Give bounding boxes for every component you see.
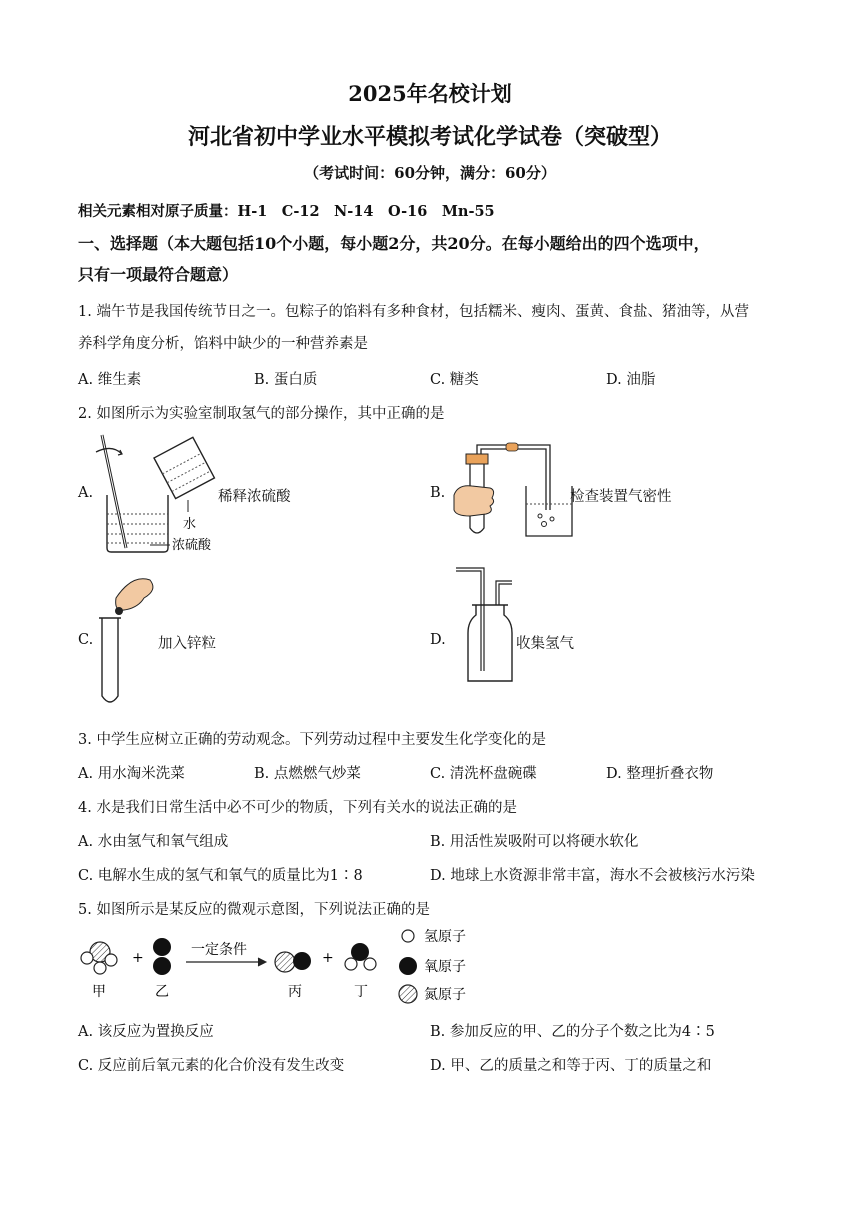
zinc-figure	[92, 568, 162, 710]
hydrogen-legend-icon	[402, 930, 414, 942]
plus-2: +	[322, 950, 334, 966]
exam-subtitle: 河北省初中学业水平模拟考试化学试卷（突破型）	[187, 124, 672, 150]
airtightness-figure	[448, 440, 578, 545]
nitrogen-legend-icon	[399, 985, 417, 1003]
q1-option-a[interactable]: A. 维生素	[78, 372, 142, 388]
q4-option-d[interactable]: D. 地球上水资源非常丰富，海水不会被核污水污染	[430, 868, 755, 884]
acid-label: 浓硫酸	[172, 538, 212, 553]
question-3-stem: 3. 中学生应树立正确的劳动观念。下列劳动过程中主要发生化学变化的是	[78, 732, 546, 748]
oxygen-legend-icon	[399, 957, 417, 975]
water-label: 水	[183, 517, 197, 532]
q1-option-d[interactable]: D. 油脂	[606, 372, 656, 388]
section-heading-cont: 只有一项最符合题意）	[78, 265, 239, 284]
collect-gas-figure	[450, 565, 520, 690]
q3-option-b[interactable]: B. 点燃燃气炒菜	[254, 766, 361, 782]
atomic-masses: 相关元素相对原子质量：H-1 C-12 N-14 O-16 Mn-55	[78, 203, 495, 220]
q5-option-d[interactable]: D. 甲、乙的质量之和等于丙、丁的质量之和	[430, 1058, 712, 1074]
q5-option-c[interactable]: C. 反应前后氧元素的化合价没有发生改变	[78, 1058, 345, 1074]
q5-option-b[interactable]: B. 参加反应的甲、乙的分子个数之比为4∶5	[430, 1024, 715, 1040]
q2-option-c[interactable]: C.	[78, 632, 94, 648]
q3-option-a[interactable]: A. 用水淘米洗菜	[78, 766, 185, 782]
molecule-bing	[275, 952, 311, 972]
q2-option-d[interactable]: D.	[430, 632, 446, 648]
question-1-stem-cont: 养科学角度分析，馅料中缺少的一种营养素是	[78, 336, 368, 352]
q1-option-c[interactable]: C. 糖类	[430, 372, 479, 388]
q2-option-a[interactable]: A.	[78, 485, 94, 501]
legend-nitrogen: 氮原子	[424, 987, 466, 1003]
q2-option-b[interactable]: B.	[430, 485, 446, 501]
molecule-jia	[81, 942, 117, 974]
airtightness-caption: 检查装置气密性	[570, 489, 672, 505]
q4-option-a[interactable]: A. 水由氢气和氧气组成	[78, 834, 229, 850]
plus-1: +	[132, 950, 144, 966]
legend-oxygen: 氧原子	[424, 959, 466, 975]
zinc-caption: 加入锌粒	[158, 636, 216, 652]
reaction-diagram	[78, 922, 498, 1004]
question-5-stem: 5. 如图所示是某反应的微观示意图，下列说法正确的是	[78, 902, 430, 918]
section-heading: 一、选择题（本大题包括10个小题，每小题2分，共20分。在每小题给出的四个选项中，	[78, 234, 710, 253]
exam-title: 2025年名校计划	[348, 81, 512, 106]
q4-option-c[interactable]: C. 电解水生成的氢气和氧气的质量比为1∶8	[78, 868, 363, 884]
molecule-yi	[153, 938, 171, 975]
reaction-condition: 一定条件	[191, 942, 247, 958]
exam-info: （考试时间：60分钟，满分：60分）	[304, 164, 556, 182]
collect-gas-caption: 收集氢气	[516, 636, 574, 652]
label-jia: 甲	[92, 984, 106, 1000]
q5-option-a[interactable]: A. 该反应为置换反应	[78, 1024, 214, 1040]
label-bing: 丙	[288, 984, 302, 1000]
q3-option-c[interactable]: C. 清洗杯盘碗碟	[430, 766, 537, 782]
question-1-stem: 1. 端午节是我国传统节日之一。包粽子的馅料有多种食材，包括糯米、瘦肉、蛋黄、食盐、猪油等，从营	[78, 304, 749, 320]
dilution-figure	[92, 430, 232, 555]
label-ding: 丁	[354, 984, 368, 1000]
q4-option-b[interactable]: B. 用活性炭吸附可以将硬水软化	[430, 834, 639, 850]
molecule-ding	[345, 943, 376, 970]
label-yi: 乙	[155, 984, 169, 1000]
question-2-stem: 2. 如图所示为实验室制取氢气的部分操作，其中正确的是	[78, 406, 445, 422]
q1-option-b[interactable]: B. 蛋白质	[254, 372, 318, 388]
question-4-stem: 4. 水是我们日常生活中必不可少的物质，下列有关水的说法正确的是	[78, 800, 517, 816]
dilution-caption: 稀释浓硫酸	[218, 489, 291, 505]
legend-hydrogen: 氢原子	[424, 929, 466, 945]
q3-option-d[interactable]: D. 整理折叠衣物	[606, 766, 714, 782]
